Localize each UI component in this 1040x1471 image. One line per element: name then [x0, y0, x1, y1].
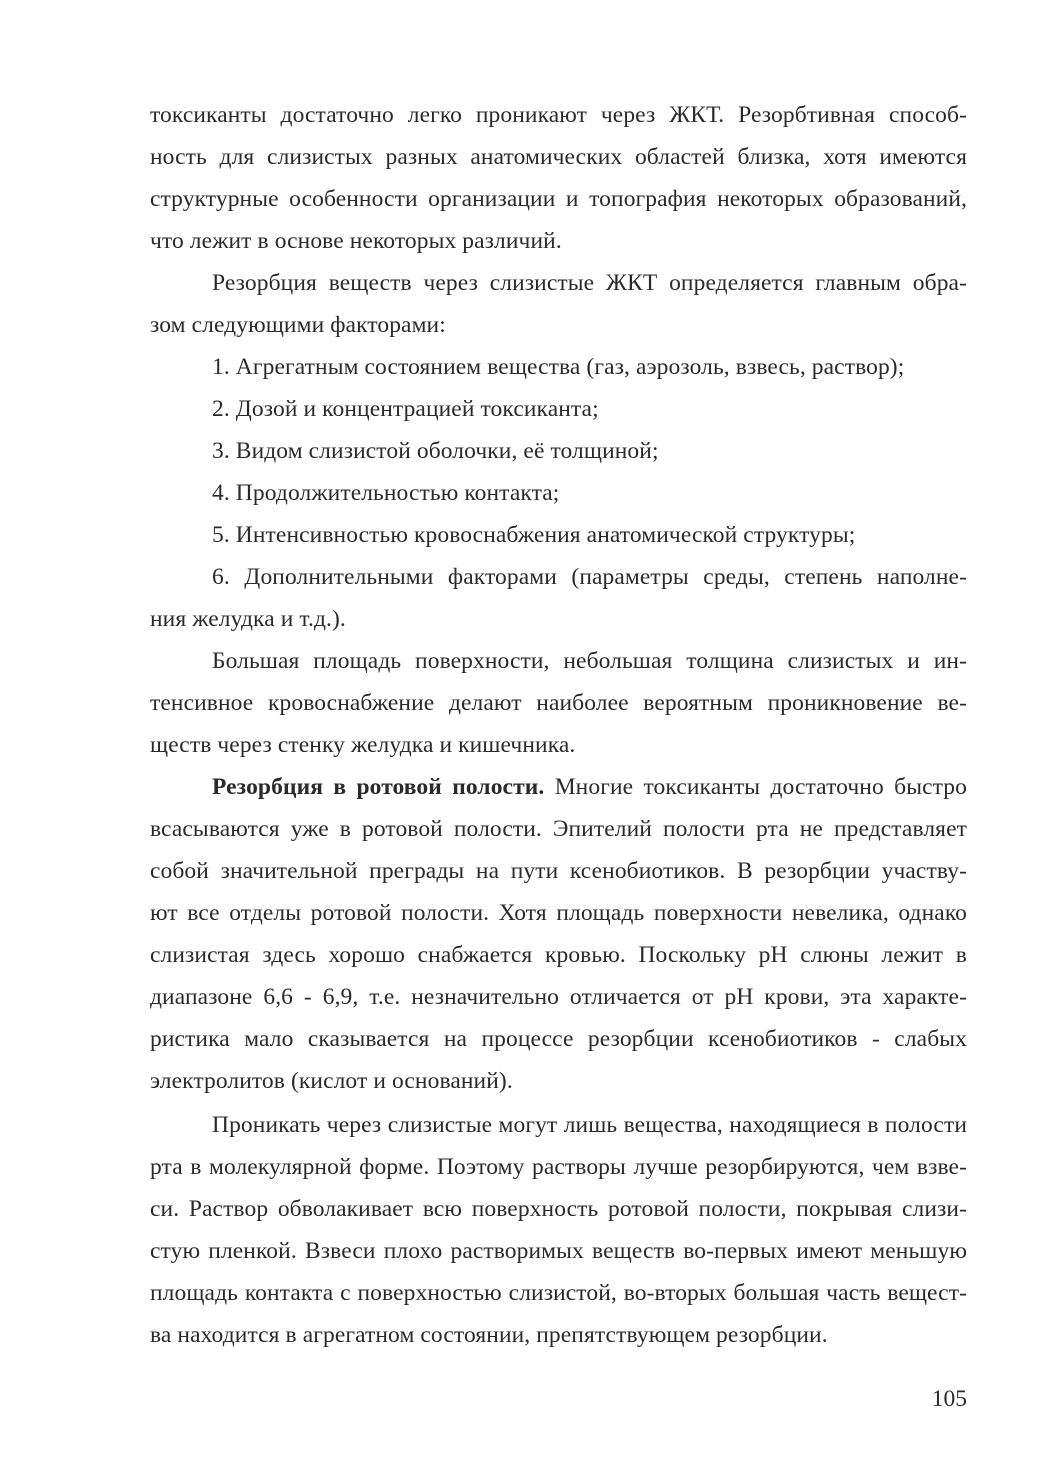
paragraph-5-line-6: ва находится в агрегатном состоянии, препятствующем резорбции.	[150, 1322, 828, 1348]
section-heading: Резорбция в ротовой полости.	[212, 774, 545, 800]
paragraph-4-line-3: собой значительной преграды на пути ксенобиотиков. В резорбции участву-	[150, 858, 967, 884]
paragraph-2-line-2: зом следующими факторами:	[150, 312, 446, 338]
list-item-3: 3. Видом слизистой оболочки, её толщиной;	[212, 438, 659, 464]
paragraph-4-line-4: ют все отделы ротовой полости. Хотя площадь поверхности невелика, однако	[150, 900, 967, 926]
paragraph-5-line-2: рта в молекулярной форме. Поэтому растворы лучше резорбируются, чем взве-	[150, 1154, 967, 1180]
paragraph-1-line-4: что лежит в основе некоторых различий.	[150, 228, 562, 254]
paragraph-3-line-3: ществ через стенку желудка и кишечника.	[150, 732, 576, 758]
paragraph-4-line-8: электролитов (кислот и оснований).	[150, 1068, 513, 1094]
list-item-4: 4. Продолжительностью контакта;	[212, 480, 560, 506]
page-number: 105	[931, 1386, 967, 1412]
paragraph-5-line-5: площадь контакта с поверхностью слизистой, во-вторых большая часть вещест-	[150, 1280, 967, 1306]
list-item-2: 2. Дозой и концентрацией токсиканта;	[212, 396, 599, 422]
paragraph-1-line-3: структурные особенности организации и топография некоторых образований,	[150, 186, 967, 212]
paragraph-4-line-6: диапазоне 6,6 - 6,9, т.е. незначительно отличается от рН крови, эта характе-	[150, 984, 967, 1010]
paragraph-3-line-1: Большая площадь поверхности, небольшая толщина слизистых и ин-	[212, 648, 967, 674]
paragraph-1-line-2: ность для слизистых разных анатомических областей близка, хотя имеются	[150, 144, 967, 170]
paragraph-5-line-4: стую пленкой. Взвеси плохо растворимых веществ во-первых имеют меньшую	[150, 1238, 967, 1264]
paragraph-3-line-2: тенсивное кровоснабжение делают наиболее вероятным проникновение ве-	[150, 690, 967, 716]
paragraph-5-line-1: Проникать через слизистые могут лишь вещества, находящиеся в полости	[212, 1112, 967, 1138]
list-item-6-line-1: 6. Дополнительными факторами (параметры среды, степень наполне-	[212, 564, 967, 590]
paragraph-4-line-1-text: Многие токсиканты достаточно быстро	[554, 774, 967, 800]
paragraph-5-line-3: си. Раствор обволакивает всю поверхность ротовой полости, покрывая слизи-	[150, 1196, 967, 1222]
paragraph-4-line-7: ристика мало сказывается на процессе резорбции ксенобиотиков - слабых	[150, 1026, 967, 1052]
paragraph-4-line-1	[212, 772, 967, 802]
paragraph-4-line-2: всасываются уже в ротовой полости. Эпителий полости рта не представляет	[150, 816, 967, 842]
list-item-6-line-2: ния желудка и т.д.).	[150, 606, 346, 632]
paragraph-4-line-5: слизистая здесь хорошо снабжается кровью. Поскольку рН слюны лежит в	[150, 942, 967, 968]
paragraph-1-line-1: токсиканты достаточно легко проникают через ЖКТ. Резорбтивная способ-	[150, 102, 967, 128]
list-item-1: 1. Агрегатным состоянием вещества (газ, аэрозоль, взвесь, раствор);	[212, 354, 905, 380]
paragraph-2-line-1: Резорбция веществ через слизистые ЖКТ определяется главным обра-	[212, 270, 967, 296]
list-item-5: 5. Интенсивностью кровоснабжения анатомической структуры;	[212, 522, 856, 548]
